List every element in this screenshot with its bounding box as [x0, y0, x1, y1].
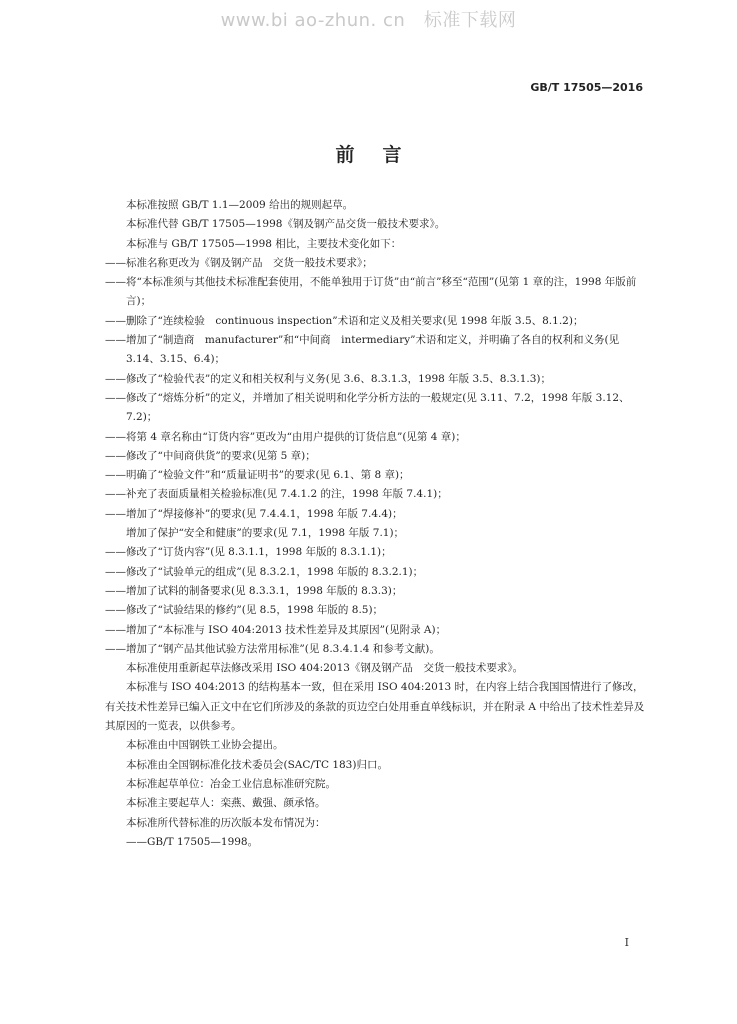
- document-body: [105, 196, 645, 852]
- change-list-item: ——将“本标准须与其他技术标准配套使用，不能单独用于订货”由“前言”移至“范围”(见第 1 章的注，1998 年版前言)；: [105, 276, 637, 308]
- change-list-item: ——增加了“焊接修补”的要求(见 7.4.4.1，1998 年版 7.4.4)；: [105, 507, 403, 520]
- change-list-item: ——将第 4 章名称由“订货内容”更改为“由用户提供的订货信息”(见第 4 章)；: [105, 430, 466, 443]
- watermark: www.bi ao-zhun. cn 标准下载网: [220, 10, 517, 31]
- paragraph: 本标准由全国钢标准化技术委员会(SAC/TC 183)归口。: [126, 758, 388, 771]
- change-list-item: ——修改了“熔炼分析”的定义，并增加了相关说明和化学分析方法的一般规定(见 3.11、7.2，1998 年版 3.12、7.2)；: [105, 391, 630, 424]
- change-list-item: ——删除了“连续检验 continuous inspection”术语和定义及相关要求(见 1998 年版 3.5、8.1.2)；: [105, 314, 584, 327]
- paragraph: 本标准与 ISO 404:2013 的结构基本一致，但在采用 ISO 404:2013 时，在内容上结合我国国情进行了修改，有关技术性差异已编入正文中在它们所涉及的条款的页边空白处用垂直单线标识，并在附录 A 中给出了技术性差异及其原因的一览表，以供参考。: [105, 681, 645, 733]
- standard-code: GB/T 17505—2016: [530, 81, 643, 94]
- change-list-item: 增加了保护“安全和健康”的要求(见 7.1，1998 年版 7.1)；: [126, 527, 405, 540]
- paragraph: 本标准使用重新起草法修改采用 ISO 404:2013《钢及钢产品 交货一般技术要求》。: [126, 662, 524, 675]
- change-list-item: ——修改了“中间商供货”的要求(见第 5 章)；: [105, 449, 316, 462]
- change-list-item: ——增加了“本标准与 ISO 404:2013 技术性差异及其原因”(见附录 A)；: [105, 623, 447, 636]
- change-list-item: ——GB/T 17505—1998。: [126, 835, 259, 848]
- change-list-item: ——增加了试料的制备要求(见 8.3.3.1，1998 年版的 8.3.3)；: [105, 584, 403, 597]
- change-list-item: ——修改了“检验代表”的定义和相关权利与义务(见 3.6、8.3.1.3，1998 年版 3.5、8.3.1.3)；: [105, 372, 552, 385]
- paragraph: 本标准按照 GB/T 1.1—2009 给出的规则起草。: [126, 199, 354, 211]
- change-list-item: ——修改了“订货内容”(见 8.3.1.1，1998 年版的 8.3.1.1)；: [105, 546, 392, 559]
- change-list-item: ——修改了“试验结果的修约”(见 8.5，1998 年版的 8.5)；: [105, 604, 384, 617]
- change-list-item: ——标准名称更改为《钢及钢产品 交货一般技术要求》；: [105, 256, 373, 269]
- paragraph: 本标准所代替标准的历次版本发布情况为：: [126, 816, 326, 829]
- change-list-item: ——增加了“制造商 manufacturer”和“中间商 intermediary”术语和定义，并明确了各自的权利和义务(见 3.14、3.15、6.4)；: [105, 334, 620, 366]
- change-list-item: ——增加了“钢产品其他试验方法常用标准”(见 8.3.4.1.4 和参考文献)。: [105, 642, 440, 655]
- change-list-item: ——补充了表面质量相关检验标准(见 7.4.1.2 的注，1998 年版 7.4.1)；: [105, 488, 448, 501]
- change-list-item: ——明确了“检验文件”和“质量证明书”的要求(见 6.1、第 8 章)；: [105, 469, 410, 482]
- change-list-item: ——修改了“试验单元的组成”(见 8.3.2.1，1998 年版的 8.3.2.1)；: [105, 565, 424, 578]
- paragraph: 本标准与 GB/T 17505—1998 相比，主要技术变化如下：: [126, 237, 402, 250]
- page-title: 前言: [335, 144, 430, 166]
- page-number: I: [624, 936, 629, 949]
- paragraph: 本标准主要起草人：栾燕、戴强、颜承恪。: [126, 797, 326, 810]
- paragraph: 本标准代替 GB/T 17505—1998《钢及钢产品交货一般技术要求》。: [126, 218, 446, 231]
- paragraph: 本标准由中国钢铁工业协会提出。: [126, 739, 284, 752]
- paragraph: 本标准起草单位：冶金工业信息标准研究院。: [126, 777, 336, 790]
